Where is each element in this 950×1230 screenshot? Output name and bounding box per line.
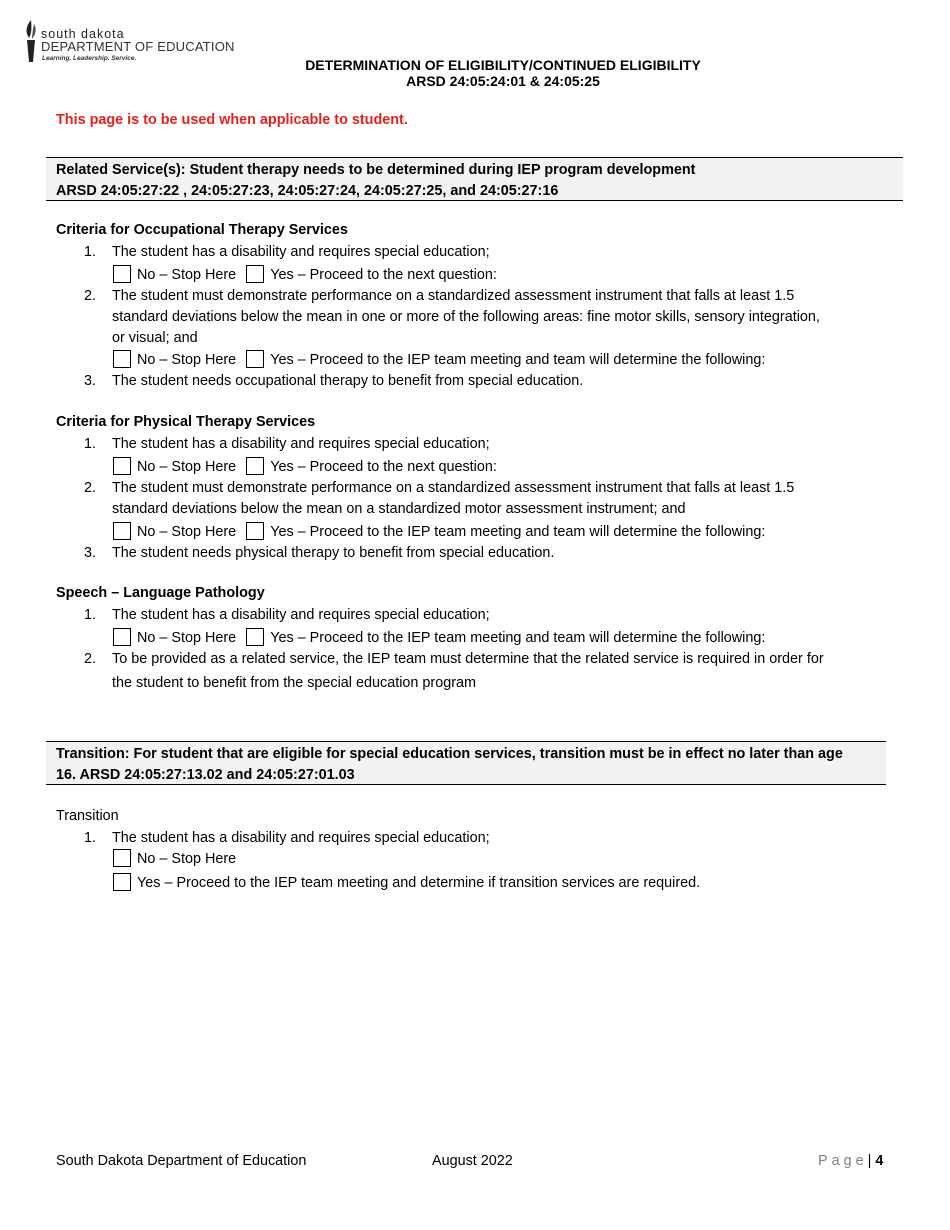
ot-item-2-line-2: standard deviations below the mean in one or more of the following areas: fine motor skills, sensory integration, <box>112 309 820 325</box>
option-label: No – Stop Here <box>137 352 237 368</box>
transition-no-option <box>113 849 236 870</box>
pt-item-2-options <box>113 522 765 543</box>
ot-item-2-line-3: or visual; and <box>112 330 198 346</box>
transition-section-title: Transition <box>56 808 119 824</box>
logo-line-state: south dakota <box>41 27 125 41</box>
ot-section-title: Criteria for Occupational Therapy Services <box>56 222 348 238</box>
pt-q1-yes-checkbox[interactable] <box>246 457 264 475</box>
slp-item-2-line-2: the student to benefit from the special education program <box>112 675 476 691</box>
related-services-band <box>46 157 903 201</box>
ot-item-3: The student needs occupational therapy to benefit from special education. <box>112 373 584 389</box>
list-number: 3. <box>84 373 97 389</box>
option-label: No – Stop Here <box>137 459 237 475</box>
pt-item-2-line-2: standard deviations below the mean on a standardized motor assessment instrument; and <box>112 501 686 517</box>
transition-item-1: The student has a disability and requires special education; <box>112 830 490 846</box>
list-number: 1. <box>84 607 97 623</box>
slp-section-title: Speech – Language Pathology <box>56 585 265 601</box>
ot-q1-no-checkbox[interactable] <box>113 265 131 283</box>
slp-q1-yes-checkbox[interactable] <box>246 628 264 646</box>
band-line-1: Transition: For student that are eligible for special education services, transition must be in effect no later than age <box>56 746 843 762</box>
subtitle-line: ARSD 24:05:24:01 & 24:05:25 <box>406 73 600 89</box>
logo-line-department: DEPARTMENT OF EDUCATION <box>41 39 235 54</box>
pt-q2-yes-checkbox[interactable] <box>246 522 264 540</box>
ot-item-2-options <box>113 350 765 371</box>
option-label: Yes – Proceed to the next question: <box>270 459 497 475</box>
band-line-1: Related Service(s): Student therapy needs to be determined during IEP program development <box>56 162 696 178</box>
pt-item-2-line-1: The student must demonstrate performance on a standardized assessment instrument that falls at least 1.5 <box>112 480 795 496</box>
slp-item-1-options <box>113 628 765 649</box>
pt-item-3: The student needs physical therapy to benefit from special education. <box>112 545 555 561</box>
title-line: DETERMINATION OF ELIGIBILITY/CONTINUED ELIGIBILITY <box>305 57 701 73</box>
pt-q2-no-checkbox[interactable] <box>113 522 131 540</box>
option-label: Yes – Proceed to the IEP team meeting and team will determine the following: <box>270 630 766 646</box>
pt-q1-no-checkbox[interactable] <box>113 457 131 475</box>
option-label: No – Stop Here <box>137 267 237 283</box>
footer-org: South Dakota Department of Education <box>56 1153 307 1169</box>
option-label: Yes – Proceed to the IEP team meeting and team will determine the following: <box>270 352 766 368</box>
list-number: 2. <box>84 288 97 304</box>
option-label: Yes – Proceed to the IEP team meeting and team will determine the following: <box>270 524 766 540</box>
ot-item-1: The student has a disability and requires special education; <box>112 244 490 260</box>
option-label: No – Stop Here <box>137 630 237 646</box>
page-label: Page <box>818 1153 868 1169</box>
transition-yes-option <box>113 873 700 894</box>
ot-item-2-line-1: The student must demonstrate performance on a standardized assessment instrument that falls at least 1.5 <box>112 288 795 304</box>
ot-q2-yes-checkbox[interactable] <box>246 350 264 368</box>
footer-date: August 2022 <box>432 1153 513 1169</box>
list-number: 2. <box>84 480 97 496</box>
ot-item-1-options <box>113 265 497 286</box>
pt-item-1-options <box>113 457 497 478</box>
list-number: 2. <box>84 651 97 667</box>
transition-band <box>46 741 886 785</box>
slp-q1-no-checkbox[interactable] <box>113 628 131 646</box>
slp-item-2-line-1: To be provided as a related service, the IEP team must determine that the related service is required in order for <box>112 651 824 667</box>
list-number: 1. <box>84 436 97 452</box>
page-separator: | <box>867 1153 872 1169</box>
footer-page <box>818 1153 883 1169</box>
option-label: Yes – Proceed to the next question: <box>270 267 497 283</box>
option-label: Yes – Proceed to the IEP team meeting and determine if transition services are required. <box>137 875 701 891</box>
band-line-2: ARSD 24:05:27:22 , 24:05:27:23, 24:05:27:24, 24:05:27:25, and 24:05:27:16 <box>56 183 559 199</box>
list-number: 1. <box>84 244 97 260</box>
pt-section-title: Criteria for Physical Therapy Services <box>56 414 316 430</box>
ot-q2-no-checkbox[interactable] <box>113 350 131 368</box>
list-number: 3. <box>84 545 97 561</box>
usage-note: This page is to be used when applicable to student. <box>56 112 408 128</box>
logo-tagline: Learning. Leadership. Service. <box>42 55 137 62</box>
list-number: 1. <box>84 830 97 846</box>
option-label: No – Stop Here <box>137 524 237 540</box>
option-label: No – Stop Here <box>137 851 237 867</box>
transition-yes-checkbox[interactable] <box>113 873 131 891</box>
band-line-2: 16. ARSD 24:05:27:13.02 and 24:05:27:01.03 <box>56 767 355 783</box>
page-title <box>0 57 950 89</box>
slp-item-1: The student has a disability and requires special education; <box>112 607 490 623</box>
pt-item-1: The student has a disability and requires special education; <box>112 436 490 452</box>
transition-no-checkbox[interactable] <box>113 849 131 867</box>
ot-q1-yes-checkbox[interactable] <box>246 265 264 283</box>
page-number: 4 <box>875 1153 884 1169</box>
